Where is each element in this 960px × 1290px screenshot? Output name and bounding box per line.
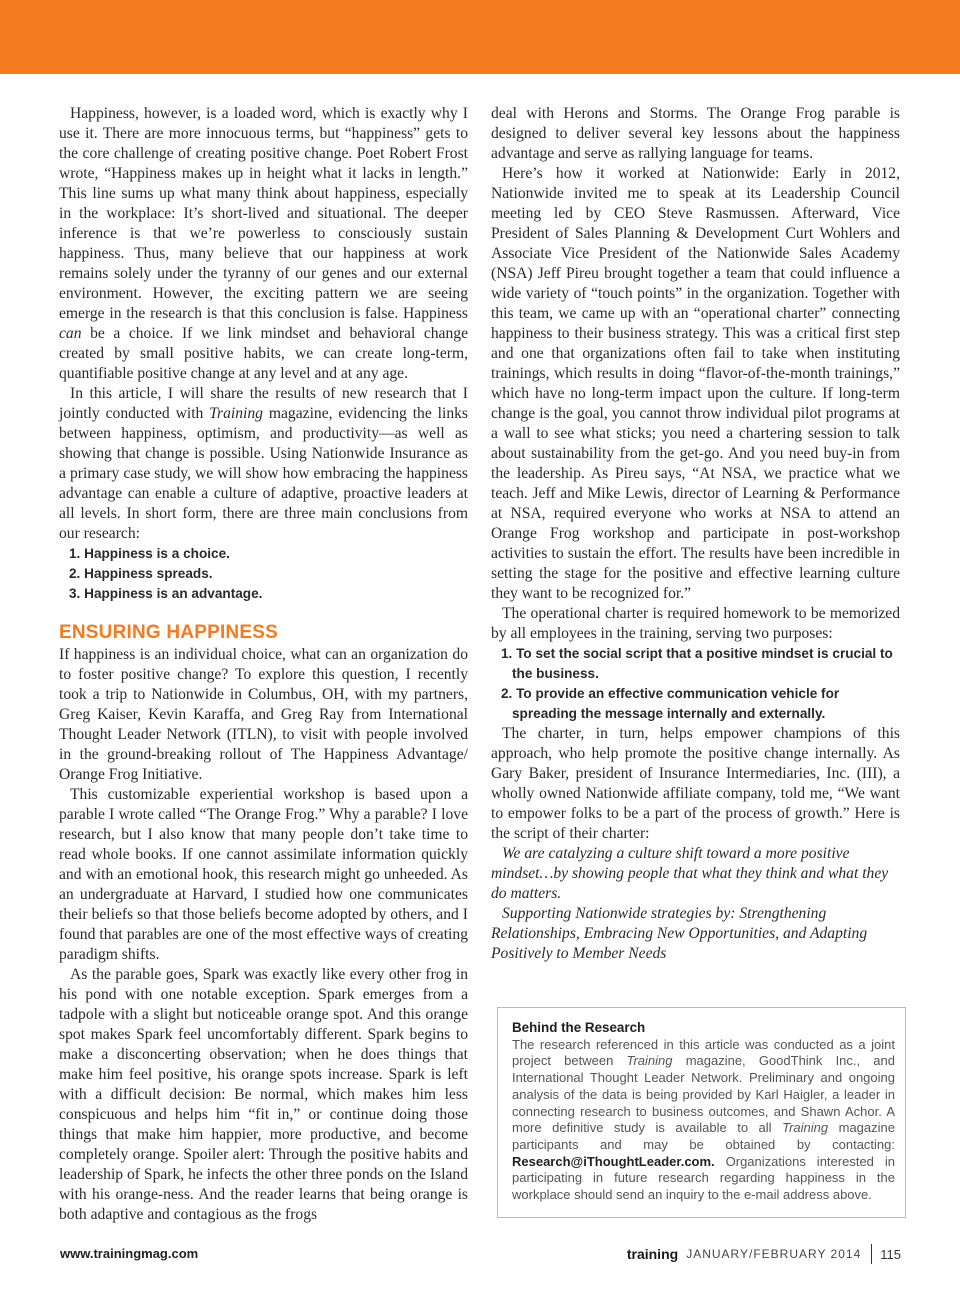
paragraph: Happiness, however, is a loaded word, which is exactly why I use it. There are more innocuous terms, but “happiness” gets to the core challenge of creating positive change. Poet Robert Frost wrote, “Happiness makes up in height what it lacks in length.” This line sums up what many think about happiness, especially in the workplace: It’s short-lived and situational. The deeper inference is that we’re powerless to consciously sustain happiness. Thus, many believe that our happiness at work remains solely under the tyranny of our genes and our external environment. However, the exciting pattern we are seeing emerge in the research is that this conclusion is false. Happiness can be a choice. If we link mindset and behavioral change created by small positive habits, we can create long-term, quantifiable positive change at any level and at any age. [59,105,468,382]
article-column-left [59,104,468,1225]
research-sidebar-box [497,1007,906,1218]
magazine-name: training [626,1246,679,1262]
section-heading: ENSURING HAPPINESS [59,622,278,643]
page-number: 115 [880,1246,901,1262]
paragraph: This customizable experiential workshop is based upon a parable I wrote called “The Orange Frog.” Why a parable? I love research, but I also know that many people don’t take time to read whole books. If one cannot assimilate information quickly and with an emotional hook, this research might go unheeded. As an undergraduate at Harvard, I studied how one communicates their beliefs so that those beliefs become adopted by others, and I found that parables are one of the most effective ways of creating paradigm shifts. [59,786,468,963]
list-item: 2. Happiness spreads. [69,566,213,581]
issue-date: JANUARY/FEBRUARY 2014 [686,1247,862,1261]
purposes-list [491,644,900,724]
list-item: 1. Happiness is a choice. [69,546,230,561]
paragraph: As the parable goes, Spark was exactly like every other frog in his pond with one notable exception. Spark emerges from a tadpole with a slight but noticeable orange spot. And this orange spot makes Spark feel uncomfortably different. Spark begins to make a disconcerting observation; when he does things that make him feel positive, his orange spots increase. Spark is left with a difficult decision: Be normal, which makes him less conspicuous and helps him “fit in,” or continue doing those things that make him happier, more productive, and become completely orange. Spoiler alert: Through the positive habits and leadership of Spark, he infects the other three ponds on the Island with his orange-ness. And the reader learns that being orange is both adaptive and contagious as the frogs [59,966,468,1223]
conclusions-list [59,544,468,604]
paragraph: deal with Herons and Storms. The Orange Frog parable is designed to deliver several key lessons about the happiness advantage and serve as rallying language for teams. [491,105,900,162]
footer-divider [871,1244,872,1264]
contact-email: Research@iThoughtLeader.com. [512,1153,715,1169]
sidebar-text: The research referenced in this article was conducted as a joint project between Training magazine, GoodThink Inc., and International Thought Leader Network. Preliminary and ongoing analysis of the data is being provided by Karl Haigler, a leader in connecting research to business outcomes, and Shawn Achor. A more definitive study is available to all Training magazine participants and may be obtained by contacting: Research@iThoughtLeader.com. Organizations interested in participating in future research regarding happiness in the workplace should send an inquiry to the e-mail address above. [512,1036,895,1203]
header-color-bar [0,0,960,74]
charter-quote: Supporting Nationwide strategies by: Strengthening Relationships, Embracing New Opportunities, and Adapting Positively to Member Needs [491,905,868,962]
paragraph: If happiness is an individual choice, what can an organization do to foster positive change? To explore this question, I recently took a trip to Nationwide in Columbus, OH, with my partners, Greg Kaiser, Kevin Karaffa, and Greg Ray from International Thought Leader Network (ITLN), to visit with people involved in the ground-breaking rollout of The Happiness Advantage/ Orange Frog Initiative. [59,646,468,783]
paragraph: The charter, in turn, helps empower champions of this approach, who help promote the positive change internally. As Gary Baker, president of Insurance Intermediaries, Inc. (III), a wholly owned Nationwide affiliate company, told me, “We want to empower folks to be a part of the process of growth.” Here is the script of their charter: [491,725,900,842]
paragraph: In this article, I will share the results of new research that I jointly conducted with Training magazine, evidencing the links between happiness, optimism, and productivity—as well as showing that change is possible. Using Nationwide Insurance as a primary case study, we will show how embracing the happiness advantage can enable a culture of adaptive, proactive leaders at all levels. In short form, there are three main conclusions from our research: [59,385,468,542]
list-item: 2. To provide an effective communication vehicle for spreading the message internally and externally. [501,686,840,721]
paragraph: Here’s how it worked at Nationwide: Early in 2012, Nationwide invited me to speak at its Leadership Council meeting led by CEO Steve Rasmussen. Afterward, Vice President of Sales Planning & Development Curt Wohlers and Associate Vice President of the Nationwide Sales Academy (NSA) Jeff Pireu brought together a team that could influence a wide variety of “touch points” in the organization. Together with this team, we came up with an “operational charter” connecting happiness to their business strategy. This was a critical first step and one that organizations often fail to take when instituting trainings, which results in doing “flavor-of-the-month trainings,” which have no long-term impact upon the culture. If long-term change is the goal, you cannot throw individual pilot programs at a wall to see what sticks; you need a chartering session to talk about sustainability from the get-go. And you need buy-in from the leadership. As Pireu says, “At NSA, we practice what we teach. Jeff and Mike Lewis, director of Learning & Performance at NSA, required everyone who works at NSA to attend an Orange Frog workshop and participate in post-workshop activities to sustain the effort. The results have been incredible in setting the stage for the positive and effective learning culture they want to be recognized for.” [491,165,900,602]
article-column-right [491,104,900,964]
charter-quote: We are catalyzing a culture shift toward a more positive mindset…by showing people that what they think and what they do matters. [491,845,889,902]
sidebar-title: Behind the Research [512,1020,646,1035]
list-item: 1. To set the social script that a positive mindset is crucial to the business. [501,646,893,681]
list-item: 3. Happiness is an advantage. [69,586,263,601]
paragraph: The operational charter is required homework to be memorized by all employees in the training, serving two purposes: [491,605,900,642]
footer-folio [627,1242,901,1266]
footer-url: www.trainingmag.com [60,1246,199,1261]
